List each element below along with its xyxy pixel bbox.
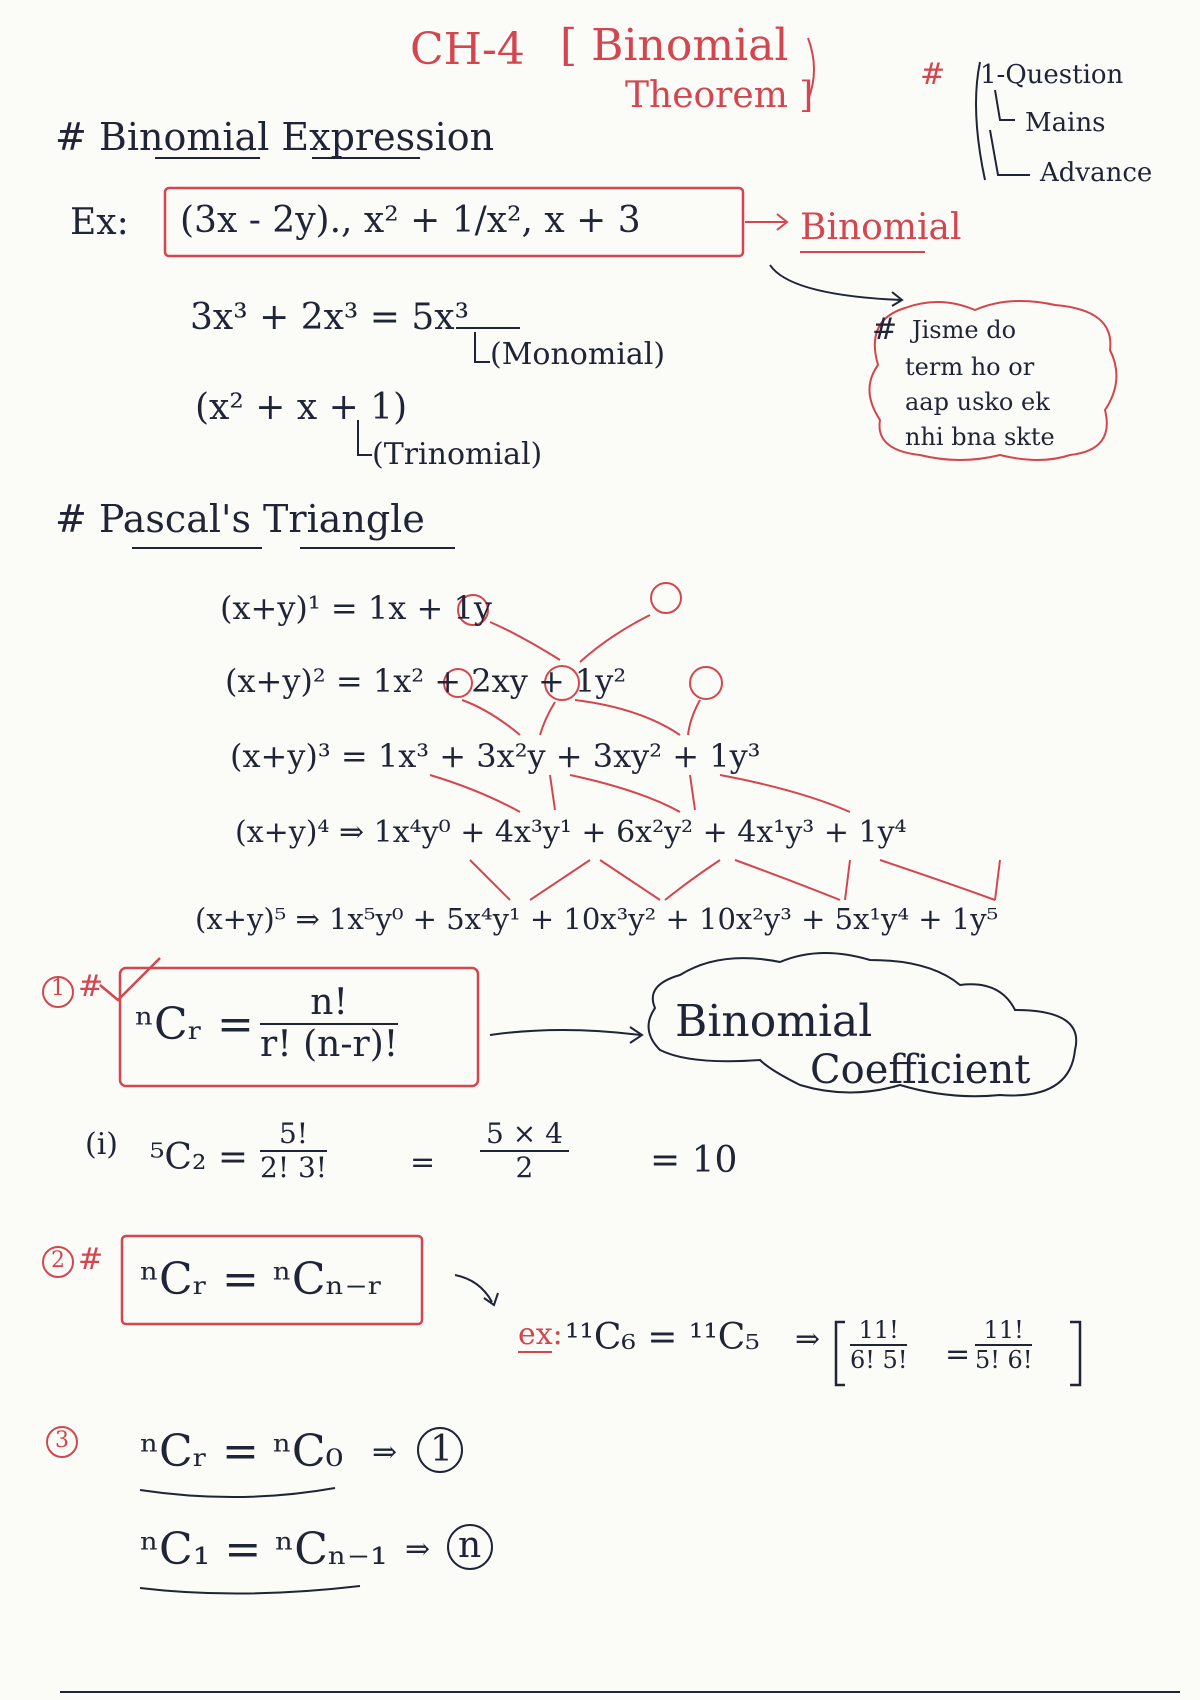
bracket-den2: 5! 6! <box>975 1346 1033 1374</box>
pascal-row-3: (x+y)³ = 1x³ + 3x²y + 3xy² + 1y³ <box>230 737 761 775</box>
formula-3-number: 3 <box>55 1428 69 1453</box>
formula-1-hash: # <box>78 969 104 1004</box>
binomial-examples: (3x - 2y)., x² + 1/x², x + 3 <box>180 200 641 241</box>
bracket-num2: 11! <box>975 1318 1032 1346</box>
bracket-num1: 11! <box>850 1318 907 1346</box>
examples-label: Ex: <box>70 202 129 243</box>
example-1-label: (i) <box>85 1127 119 1162</box>
chapter-title-line1: [ Binomial <box>560 20 789 71</box>
example-1-fraction-2 <box>480 1117 569 1184</box>
pascal-row-2: (x+y)² = 1x² + 2xy + 1y² <box>225 662 627 700</box>
formula-1-numerator: n! <box>260 985 398 1025</box>
example-1-den2: 2 <box>515 1151 534 1184</box>
trinomial-label: (Trinomial) <box>372 437 543 472</box>
bracket-den1: 6! 5! <box>850 1346 908 1374</box>
cloud-note-hash: # <box>872 312 898 347</box>
formula-2-example: ¹¹C₆ = ¹¹C₅ <box>565 1317 760 1358</box>
cloud-binomial: Binomial <box>675 996 873 1047</box>
formula-2-hash: # <box>78 1242 104 1277</box>
formula-2-ex-label: ex: <box>518 1317 563 1352</box>
formula-3-eq2: ⁿC₁ = ⁿCₙ₋₁ <box>140 1524 388 1575</box>
example-1-num1: 5! <box>260 1120 327 1152</box>
note-advance: Advance <box>1040 158 1153 188</box>
cloud-note-line2: term ho or <box>905 353 1035 381</box>
pascal-row-1: (x+y)¹ = 1x + 1y <box>220 589 492 627</box>
formula-2-implies: ⇒ <box>795 1322 821 1357</box>
example-1-den1: 2! 3! <box>260 1151 328 1184</box>
chapter-title-line2: Theorem ] <box>625 75 814 116</box>
formula-1-fraction <box>260 982 399 1065</box>
cloud-note-line4: nhi bna skte <box>905 423 1055 451</box>
formula-1-denominator: r! (n-r)! <box>260 1024 399 1065</box>
note-question-count: 1-Question <box>980 60 1124 90</box>
trinomial-expression: (x² + x + 1) <box>195 387 408 428</box>
formula-1-lhs: ⁿCᵣ = <box>135 999 254 1050</box>
example-1-result: = 10 <box>650 1140 738 1181</box>
monomial-equation: 3x³ + 2x³ = 5x³ <box>190 297 470 338</box>
pascal-row-4: (x+y)⁴ ⇒ 1x⁴y⁰ + 4x³y¹ + 6x²y² + 4x¹y³ + 1y⁴ <box>235 815 907 850</box>
formula-3-eq1: ⁿCᵣ = ⁿC₀ <box>140 1426 344 1477</box>
binomial-expression-heading: # Binomial Expression <box>55 115 495 159</box>
formula-2-equation: ⁿCᵣ = ⁿCₙ₋ᵣ <box>140 1254 384 1305</box>
note-mains: Mains <box>1025 108 1106 138</box>
formula-1-number: 1 <box>51 976 65 1001</box>
pascal-row-5: (x+y)⁵ ⇒ 1x⁵y⁰ + 5x⁴y¹ + 10x³y² + 10x²y³ + 5x¹y⁴ + 1y⁵ <box>195 902 999 936</box>
example-1-num2: 5 × 4 <box>480 1120 569 1152</box>
formula-2-bracket-frac-2 <box>975 1318 1032 1372</box>
example-1-equals: = <box>410 1145 436 1180</box>
formula-3-res2: n <box>458 1525 482 1566</box>
formula-2-number: 2 <box>51 1248 65 1273</box>
formula-3-res1: 1 <box>430 1429 453 1470</box>
formula-3-implies-2: ⇒ <box>405 1532 431 1567</box>
binomial-label: Binomial <box>800 207 962 248</box>
example-1-fraction-1 <box>260 1117 328 1184</box>
example-1-lhs: ⁵C₂ = <box>150 1137 249 1178</box>
formula-2-bracket-equals: = <box>945 1337 971 1372</box>
cloud-coefficient: Coefficient <box>810 1047 1031 1093</box>
cloud-note-line1: Jisme do <box>912 316 1017 344</box>
note-hash: # <box>920 57 946 92</box>
monomial-label: (Monomial) <box>490 337 666 372</box>
formula-3-implies-1: ⇒ <box>372 1435 398 1470</box>
chapter-label: CH-4 <box>410 24 525 75</box>
pascal-heading: # Pascal's Triangle <box>55 497 425 541</box>
formula-2-bracket-frac-1 <box>850 1318 907 1372</box>
cloud-note-line3: aap usko ek <box>905 388 1050 416</box>
